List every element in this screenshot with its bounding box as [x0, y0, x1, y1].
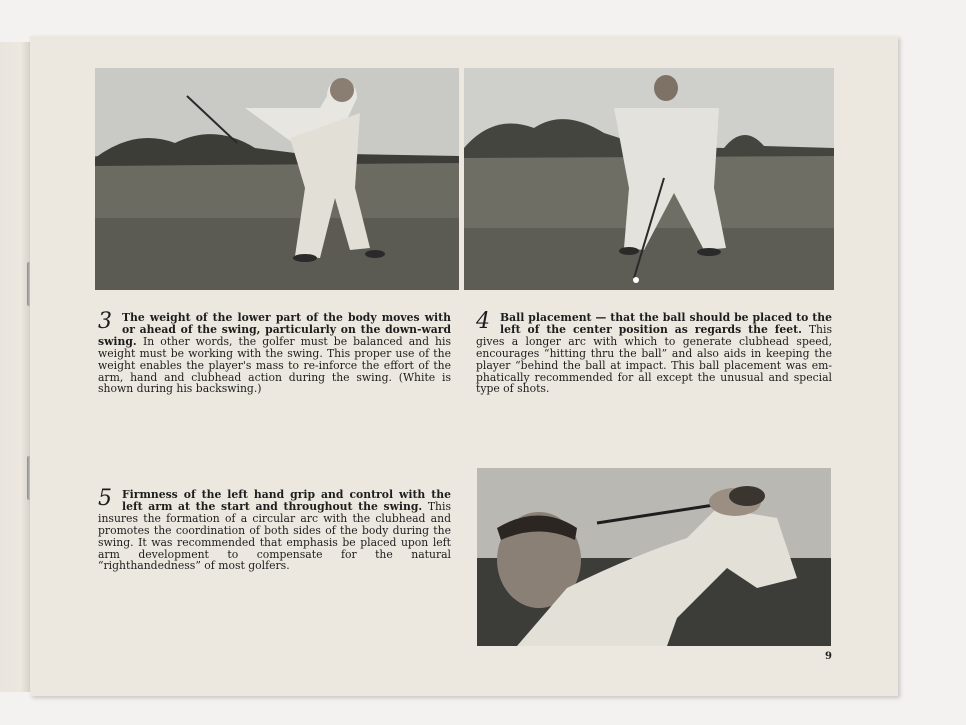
caption-4 [476, 309, 832, 396]
caption-3-lead: The weight of the lower part of the body moves with or ahead of the swing, particularly on the down-ward swing. [98, 311, 451, 348]
caption-3 [98, 309, 451, 396]
caption-5-body: This insures the formation of a circular arc with the clubhead and promotes the coordination of both sides of the body during the swing. It was recommended that emphasis be placed upon left arm development to compensate for the natural “righthandedness” of most golfers. [98, 499, 451, 573]
caption-5-number: 5 [98, 486, 112, 511]
caption-3-body: In other words, the golfer must be balanced and his weight must be working with the swing. This proper use of the weight enables the player's mass to re-inforce the effort of the arm, hand and clubhead action during the swing. (White is shown during his backswing.) [98, 334, 451, 396]
photo-golfer-ball-placement [464, 68, 834, 290]
page-number: 9 [825, 651, 832, 662]
caption-4-lead: Ball placement — that the ball should be placed to the left of the center position as regards the feet. [500, 311, 832, 336]
caption-3-number: 3 [98, 309, 112, 334]
caption-4-body: This gives a longer arc with which to generate clubhead speed, encourages “hitting thru the ball” and also aids in keeping the player “behind the ball at impact. This ball placement was em-phatically recommended for all except the unusual and special type of shots. [476, 322, 832, 396]
caption-5 [98, 486, 451, 573]
page-binding-edge [0, 42, 31, 692]
caption-4-number: 4 [476, 309, 490, 334]
photo-golfer-backswing [95, 68, 459, 290]
photo-golfer-grip [477, 468, 831, 646]
caption-5-lead: Firmness of the left hand grip and control with the left arm at the start and throughout the swing. [122, 488, 451, 513]
booklet-page [30, 36, 898, 696]
